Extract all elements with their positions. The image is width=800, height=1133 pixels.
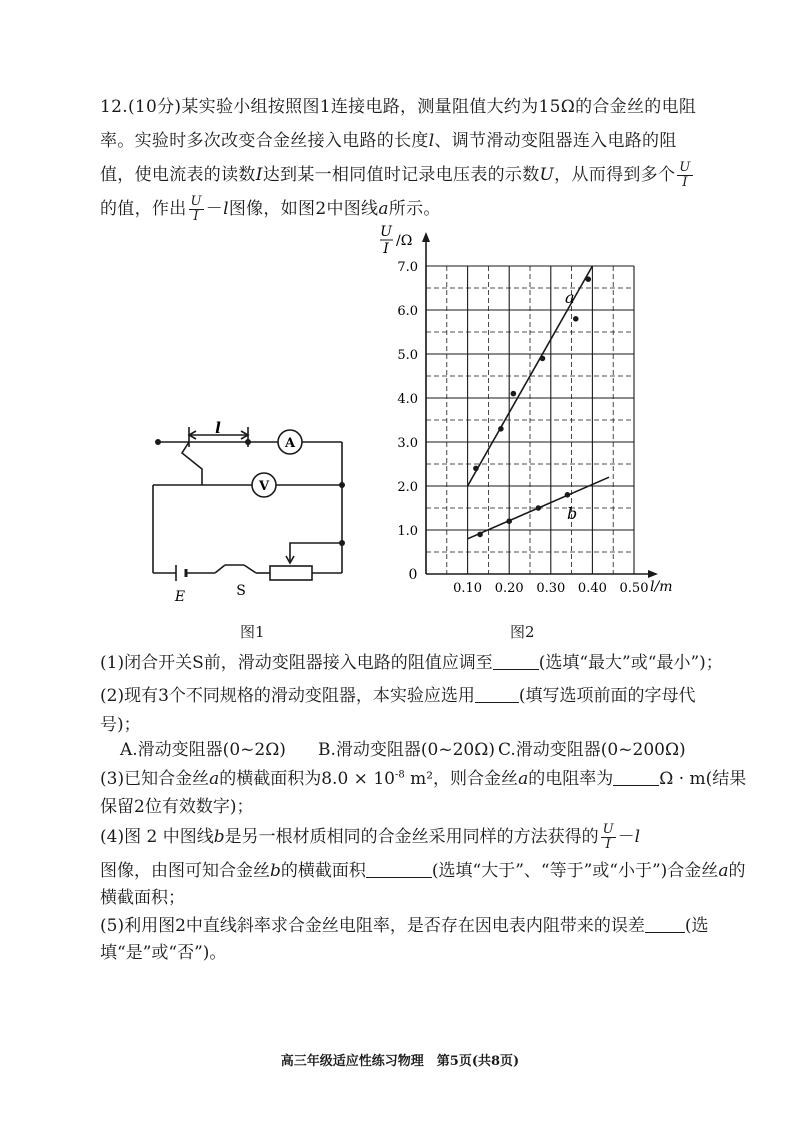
- intro-text-7: 图像，如图2中图线: [228, 199, 379, 219]
- question-intro: [100, 90, 700, 226]
- x-tick-label: 0.50: [619, 581, 649, 596]
- voltmeter-label: V: [258, 479, 270, 494]
- intro-var-a: a: [378, 199, 389, 219]
- x-axis-arrow: [648, 570, 658, 578]
- y-tick-label: 6.0: [397, 304, 418, 319]
- question-2: (2)现有3个不同规格的滑动变阻器，本实验应选用 (填写选项前面的字母代: [100, 686, 696, 706]
- terminal-left: [155, 439, 161, 445]
- sliding-contact: [182, 442, 202, 485]
- figure2-caption: 图2: [510, 623, 535, 641]
- y-label-den: I: [383, 241, 389, 257]
- question-2-cont: 号)；: [100, 715, 141, 735]
- y-label-num: U: [380, 224, 392, 240]
- option-a: A.滑动变阻器(0~2Ω): [120, 740, 286, 760]
- junction-slider: [339, 540, 345, 546]
- terminal-right: [245, 439, 251, 445]
- answer-blank-1[interactable]: [493, 653, 539, 670]
- chart-points: [473, 276, 591, 537]
- wire-bottom-3: [244, 565, 256, 573]
- ammeter-label: A: [284, 436, 296, 451]
- intro-var-l-2: l: [223, 199, 229, 219]
- y-tick-label: 3.0: [397, 436, 418, 451]
- chart-axes: [422, 232, 658, 578]
- chart-fit-lines: [468, 266, 609, 539]
- figure2-chart: [360, 222, 680, 602]
- answer-blank-3[interactable]: [613, 769, 659, 786]
- x-tick-label: 0.40: [577, 581, 607, 596]
- data-point-a: [573, 316, 579, 322]
- question-4-cont: 图像，由图可知合金丝b的横截面积 (选填“大于”、“等于”或“小于”)合金丝a的: [100, 861, 746, 881]
- data-point-a: [585, 276, 591, 282]
- x-tick-label: 0.20: [494, 581, 524, 596]
- length-label: l: [215, 419, 221, 437]
- line-b-label: b: [567, 504, 578, 523]
- rheostat-body: [270, 566, 312, 580]
- intro-text-1: 某实验小组按照图1连接电路，测量阻值大约为15Ω的合金丝的电阻率。实验时多次改变合金丝接入电路的长度: [100, 97, 697, 151]
- intro-text-5: 的值，作出: [100, 199, 187, 219]
- switch-pivot: [215, 565, 225, 573]
- intro-text-2: 、调节滑动变阻器连入电路的阻值，使电流表的读数: [100, 131, 677, 185]
- y-tick-label: 7.0: [397, 260, 418, 275]
- page-footer: 高三年级适应性练习物理 第5页(共8页): [280, 1054, 520, 1069]
- intro-var-I: I: [255, 165, 263, 185]
- question-5-cont: 填“是”或“否”)。: [100, 943, 227, 963]
- intro-text-8: 所示。: [388, 199, 441, 219]
- data-point-a: [498, 426, 504, 432]
- fraction-u-over-i-3: $\frac{U}{I}$: [602, 822, 614, 852]
- intro-text-3: 达到某一相同值时记录电压表的示数: [262, 165, 540, 185]
- question-1: (1)闭合开关S前，滑动变阻器接入电路的阻值应调至 (选填“最大”或“最小”)；: [100, 653, 723, 673]
- question-4: (4)图 2 中图线b是另一根材质相同的合金丝采用同样的方法获得的 $\frac{U}{I}$ －l: [100, 822, 641, 852]
- battery-label: E: [174, 589, 186, 605]
- chart-grid: [426, 266, 634, 574]
- option-c: C.滑动变阻器(0~200Ω): [498, 740, 686, 760]
- figure1-caption: 图1: [240, 623, 265, 641]
- y-tick-label: 4.0: [397, 392, 418, 407]
- fraction-u-over-i-2: $\frac{U}{I}$: [190, 194, 202, 224]
- option-b: B.滑动变阻器(0~20Ω): [318, 740, 495, 760]
- y-tick-label: 5.0: [397, 348, 418, 363]
- intro-text-6: －: [205, 199, 224, 219]
- question-number: 12.: [100, 97, 128, 117]
- x-tick-label: 0.10: [453, 581, 483, 596]
- answer-blank-4[interactable]: [366, 861, 432, 878]
- question-4-cont-2: 横截面积；: [100, 888, 185, 908]
- y-axis-arrow: [422, 232, 430, 242]
- data-point-b: [536, 505, 542, 511]
- data-point-a: [511, 391, 517, 397]
- fraction-u-over-i: $\frac{U}{I}$: [679, 160, 691, 190]
- x-tick-label: 0.30: [536, 581, 566, 596]
- data-point-a: [473, 466, 479, 472]
- rheostat-slider: [290, 543, 342, 561]
- data-point-b: [477, 532, 483, 538]
- intro-var-l: l: [428, 131, 435, 151]
- switch-label: S: [236, 583, 246, 599]
- data-point-b: [565, 492, 571, 498]
- junction-right: [339, 482, 345, 488]
- question-3: (3)已知合金丝a的横截面积为$8.0 \times 10^{-8}$ m²，则合金丝a的电阻率为 Ω · m(结果: [100, 769, 747, 789]
- data-point-a: [540, 356, 546, 362]
- figure1-circuit: [140, 415, 360, 615]
- question-3-cont: 保留2位有效数字)；: [100, 797, 254, 817]
- question-5: (5)利用图2中直线斜率求合金丝电阻率，是否存在因电表内阻带来的误差 (选: [100, 916, 709, 936]
- x-axis-label: l/m: [650, 579, 673, 595]
- y-tick-label: 2.0: [397, 480, 418, 495]
- y-tick-label: 1.0: [397, 524, 418, 539]
- origin-label: 0: [408, 567, 418, 583]
- intro-var-U: U: [539, 165, 555, 185]
- line-a-label: a: [565, 288, 575, 307]
- answer-blank-5[interactable]: [645, 916, 685, 933]
- intro-text-4: ，从而得到多个: [554, 165, 676, 185]
- question-points: (10分): [127, 97, 182, 117]
- answer-blank-2[interactable]: [475, 686, 519, 703]
- data-point-b: [506, 518, 512, 524]
- y-axis-unit: /Ω: [396, 233, 413, 249]
